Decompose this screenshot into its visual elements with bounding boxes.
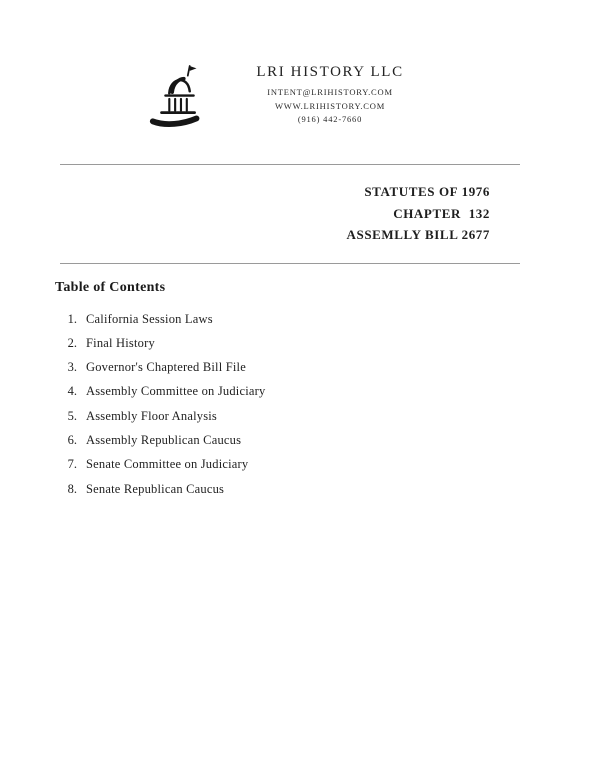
company-name: LRI HISTORY LLC xyxy=(256,64,404,80)
toc-item-number: 2. xyxy=(67,335,77,350)
bill-line: ASSEMLLY BILL 2677 xyxy=(346,227,490,242)
toc-item xyxy=(55,336,600,360)
toc-item-number: 4. xyxy=(67,384,77,399)
toc-item-label: Assembly Floor Analysis xyxy=(86,408,217,423)
website-text: WWW.LRIHISTORY.COM xyxy=(274,100,386,111)
toc-item-number: 7. xyxy=(67,457,77,472)
toc-item xyxy=(55,433,600,457)
document-identification xyxy=(0,181,600,246)
toc-item xyxy=(55,457,600,481)
toc-item-number: 8. xyxy=(67,481,77,496)
toc-item-label: Senate Committee on Judiciary xyxy=(86,457,249,472)
letterhead xyxy=(0,0,600,142)
toc-item xyxy=(55,360,600,384)
toc-item-label: Final History xyxy=(86,335,155,350)
toc-item-label: Assembly Committee on Judiciary xyxy=(86,384,266,399)
phone-text: (916) 442-7660 xyxy=(297,114,363,124)
email-text: INTENT@LRIHISTORY.COM xyxy=(267,87,393,97)
toc-item xyxy=(55,312,600,336)
toc-item xyxy=(55,409,600,433)
statutes-line: STATUTES OF 1976 xyxy=(364,184,490,199)
toc-item-label: California Session Laws xyxy=(86,311,213,326)
table-of-contents xyxy=(0,280,600,506)
divider-bottom xyxy=(60,263,520,264)
chapter-line: CHAPTER 132 xyxy=(393,205,490,221)
toc-item-label: Senate Republican Caucus xyxy=(86,481,225,496)
toc-item-number: 6. xyxy=(67,432,77,447)
toc-item-label: Governor's Chaptered Bill File xyxy=(86,360,246,375)
capitol-building-sketch-icon xyxy=(146,62,214,136)
toc-item-number: 1. xyxy=(67,311,77,326)
toc-item xyxy=(55,384,600,408)
toc-item-number: 5. xyxy=(67,408,77,423)
divider-top xyxy=(60,164,520,165)
toc-item-label: Assembly Republican Caucus xyxy=(86,432,242,447)
toc-item-number: 3. xyxy=(67,360,77,375)
toc-item xyxy=(55,482,600,506)
toc-title: Table of Contents xyxy=(55,279,166,295)
toc-list xyxy=(55,312,600,506)
